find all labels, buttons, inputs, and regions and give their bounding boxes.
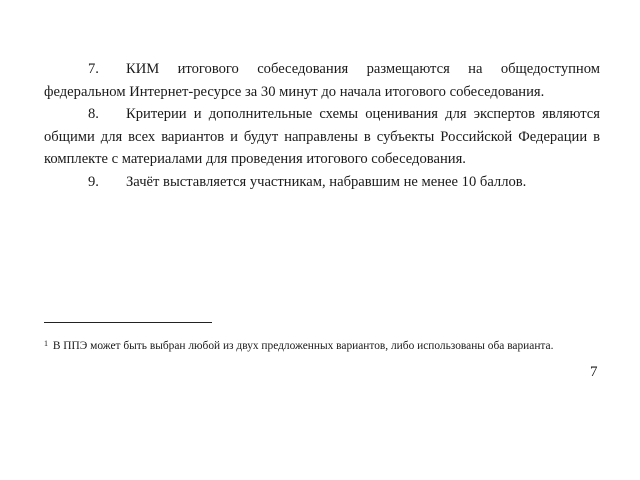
footnote-text: В ППЭ может быть выбран любой из двух предложенных вариантов, либо использованы оба варианта. <box>52 340 554 352</box>
footnote-marker: 1 <box>44 339 48 348</box>
list-item-7 <box>44 58 600 103</box>
list-item-9 <box>44 171 600 194</box>
item-number: 7. <box>88 61 99 77</box>
item-text: Зачёт выставляется участникам, набравшим не менее 10 баллов. <box>126 173 527 190</box>
footnote <box>44 338 604 354</box>
footnote-separator <box>44 322 212 323</box>
page-number: 7 <box>590 364 598 380</box>
item-number: 8. <box>88 106 99 122</box>
item-text: КИМ итогового собеседования размещаются на общедоступном федеральном Интернет-ресурсе за 30 минут до начала итогового собеседования. <box>44 61 600 100</box>
document-body <box>44 58 600 193</box>
item-number: 9. <box>88 173 99 190</box>
item-text: Критерии и дополнительные схемы оценивания для экспертов являются общими для всех вариантов и будут направлены в субъекты Российской Федерации в комплекте с материалами для проведения итогового собеседования. <box>44 106 600 167</box>
list-item-8 <box>44 103 600 171</box>
